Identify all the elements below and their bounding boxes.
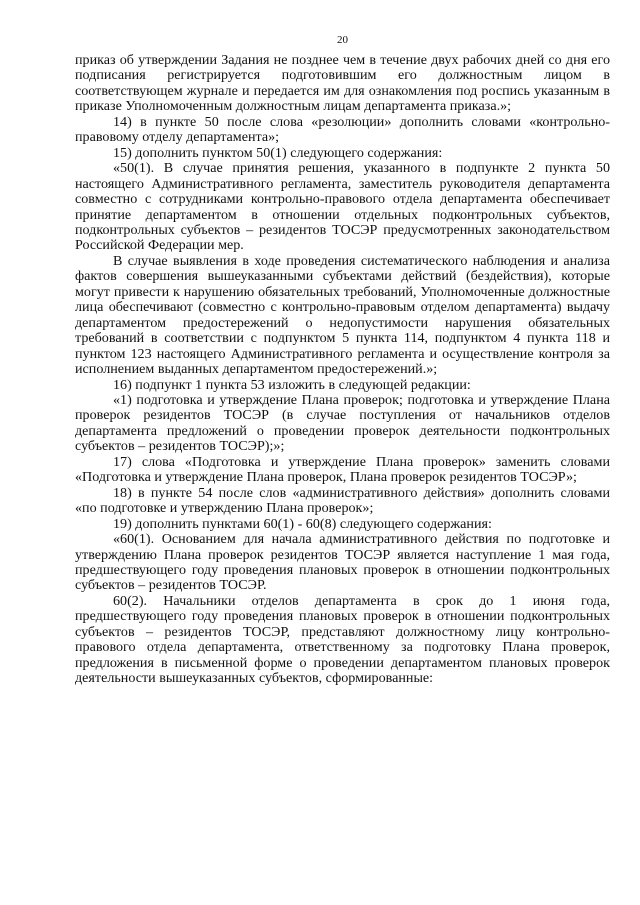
document-body	[75, 53, 610, 687]
paragraph: 14) в пункте 50 после слова «резолюции» дополнить словами «контрольно-правовому отделу департамента»;	[75, 113, 610, 146]
paragraph: «60(1). Основанием для начала административного действия по подготовке и утверждению Плана проверок резидентов ТОСЭР является наступление 1 мая года, предшествующего году проведения плановых проверок в отношении подконтрольных субъектов – резидентов ТОСЭР.	[75, 531, 610, 594]
paragraph: «50(1). В случае принятия решения, указанного в подпункте 2 пункта 50 настоящего Административного регламента, заместитель руководителя департамента совместно с сотрудниками контрольно-правового отдела департамента обеспечивает принятие департаментом в отношении отдельных подконтрольных субъектов, подконтрольных субъектов – резидентов ТОСЭР предусмотренных законодательством Российской Федерации мер.	[75, 160, 610, 254]
paragraph: 60(2). Начальники отделов департамента в срок до 1 июня года, предшествующего году проведения плановых проверок в отношении подконтрольных субъектов – резидентов ТОСЭР, представляют должностному лицу контрольно-правового отдела департамента, ответственному за подготовку Плана проверок, предложения в письменной форме о проведении департаментом плановых проверок деятельности вышеуказанных субъектов, сформированные:	[75, 592, 610, 687]
paragraph: 19) дополнить пунктами 60(1) - 60(8) следующего содержания:	[113, 515, 492, 532]
paragraph: приказ об утверждении Задания не позднее чем в течение двух рабочих дней со дня его подписания регистрируется подготовившим его должностным лицом в соответствующем журнале и передается им для ознакомления под роспись указанным в приказе Уполномоченным должностным лицам департамента приказа.»;	[75, 52, 610, 115]
paragraph: «1) подготовка и утверждение Плана проверок; подготовка и утверждение Плана проверок резидентов ТОСЭР (в случае поступления от начальников отделов департамента предложений о проведении проверок деятельности подконтрольных субъектов – резидентов ТОСЭР);»;	[75, 391, 610, 455]
paragraph: 16) подпункт 1 пункта 53 изложить в следующей редакции:	[113, 376, 471, 393]
paragraph: В случае выявления в ходе проведения систематического наблюдения и анализа фактов совершения вышеуказанными субъектами действий (бездействия), которые могут привести к нарушению обязательных требований, Уполномоченные должностные лица обеспечивают (совместно с контрольно-правовым отделом департамента) выдачу департаментом предостережений о недопустимости нарушения обязательных требований в соответствии с подпунктом 5 пункта 114, подпунктом 4 пункта 118 и пунктом 123 настоящего Административного регламента и осуществление контроля за исполнением выданных департаментом предостережений.»;	[75, 252, 610, 378]
paragraph: 18) в пункте 54 после слов «административного действия» дополнить словами «по подготовке и утверждению Плана проверок»;	[75, 484, 610, 517]
paragraph: 15) дополнить пунктом 50(1) следующего содержания:	[113, 144, 443, 161]
page-number: 20	[337, 34, 348, 46]
document-page	[75, 33, 610, 687]
paragraph: 17) слова «Подготовка и утверждение Плана проверок» заменить словами «Подготовка и утверждение Плана проверок, Плана проверок резидентов ТОСЭР»;	[75, 453, 610, 486]
